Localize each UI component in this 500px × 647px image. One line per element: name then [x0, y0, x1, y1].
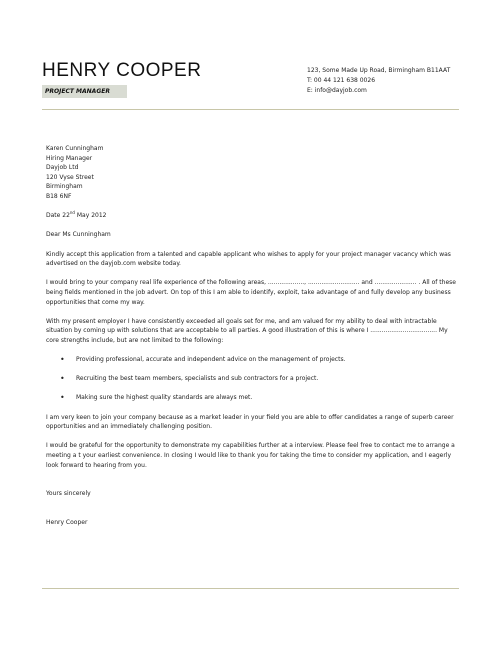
- contact-email: E: info@dayjob.com: [307, 87, 367, 94]
- signature-name: Henry Cooper: [46, 519, 88, 527]
- recipient-address: [46, 144, 460, 202]
- body-paragraph: I would be grateful for the opportunity to demonstrate my capabilities further at a interview. Please feel free to contact me to arrange a meeting a t your earliest convenience. In closing I would like to thank you for taking the time to consider my application, and I eagerly look forward to hearing from you.: [46, 442, 455, 469]
- recipient-line: Hiring Manager: [46, 154, 93, 162]
- letter-body: [46, 144, 460, 528]
- letter-date: Date 22nd May 2012: [46, 210, 107, 220]
- recipient-line: 120 Vyse Street: [46, 173, 94, 181]
- signoff: Yours sincerely: [46, 490, 91, 498]
- candidate-name: HENRY COOPER: [42, 60, 202, 81]
- recipient-line: Dayjob Ltd: [46, 164, 79, 172]
- list-item: • Making sure the highest quality standards are always met.: [60, 393, 460, 403]
- body-paragraph: I would bring to your company real life experience of the following areas, ..................., ........................... and ...................... . All of these being fields mentioned in the job advert. On top of this I am able to identify, exploit, take advantage of and fully develop any business opportunities that come my way.: [46, 279, 456, 306]
- body-paragraph: With my present employer I have consistently exceeded all goals set for me, and am valued for my ability to deal with intractable situation by coming up with solutions that are acceptable to all parties. A good illustration of this is where I ................................... My core strengths include, but are not limited to the following:: [46, 317, 448, 344]
- job-title-banner: PROJECT MANAGER: [42, 85, 127, 98]
- contact-block: [307, 66, 450, 96]
- list-item: • Recruiting the best team members, specialists and sub contractors for a project.: [60, 374, 460, 384]
- footer-divider: [42, 588, 459, 589]
- recipient-line: Birmingham: [46, 183, 83, 191]
- recipient-line: B18 6NF: [46, 192, 72, 200]
- salutation: Dear Ms Cunningham: [46, 231, 111, 239]
- header-divider: [42, 109, 459, 110]
- strengths-list: [46, 355, 460, 403]
- list-item: • Providing professional, accurate and independent advice on the management of projects.: [60, 355, 460, 365]
- contact-telephone: T: 00 44 121 638 0026: [307, 77, 376, 84]
- body-paragraph: I am very keen to join your company because as a market leader in your field you are able to offer candidates a range of superb career opportunities and an immediately challenging position.: [46, 413, 454, 431]
- contact-address: 123, Some Made Up Road, Birmingham B11AAT: [307, 67, 451, 74]
- body-paragraph: Kindly accept this application from a talented and capable applicant who wishes to apply for your project manager vacancy which was advertised on the dayjob.com website today.: [46, 250, 451, 268]
- recipient-line: Karen Cunningham: [46, 145, 104, 152]
